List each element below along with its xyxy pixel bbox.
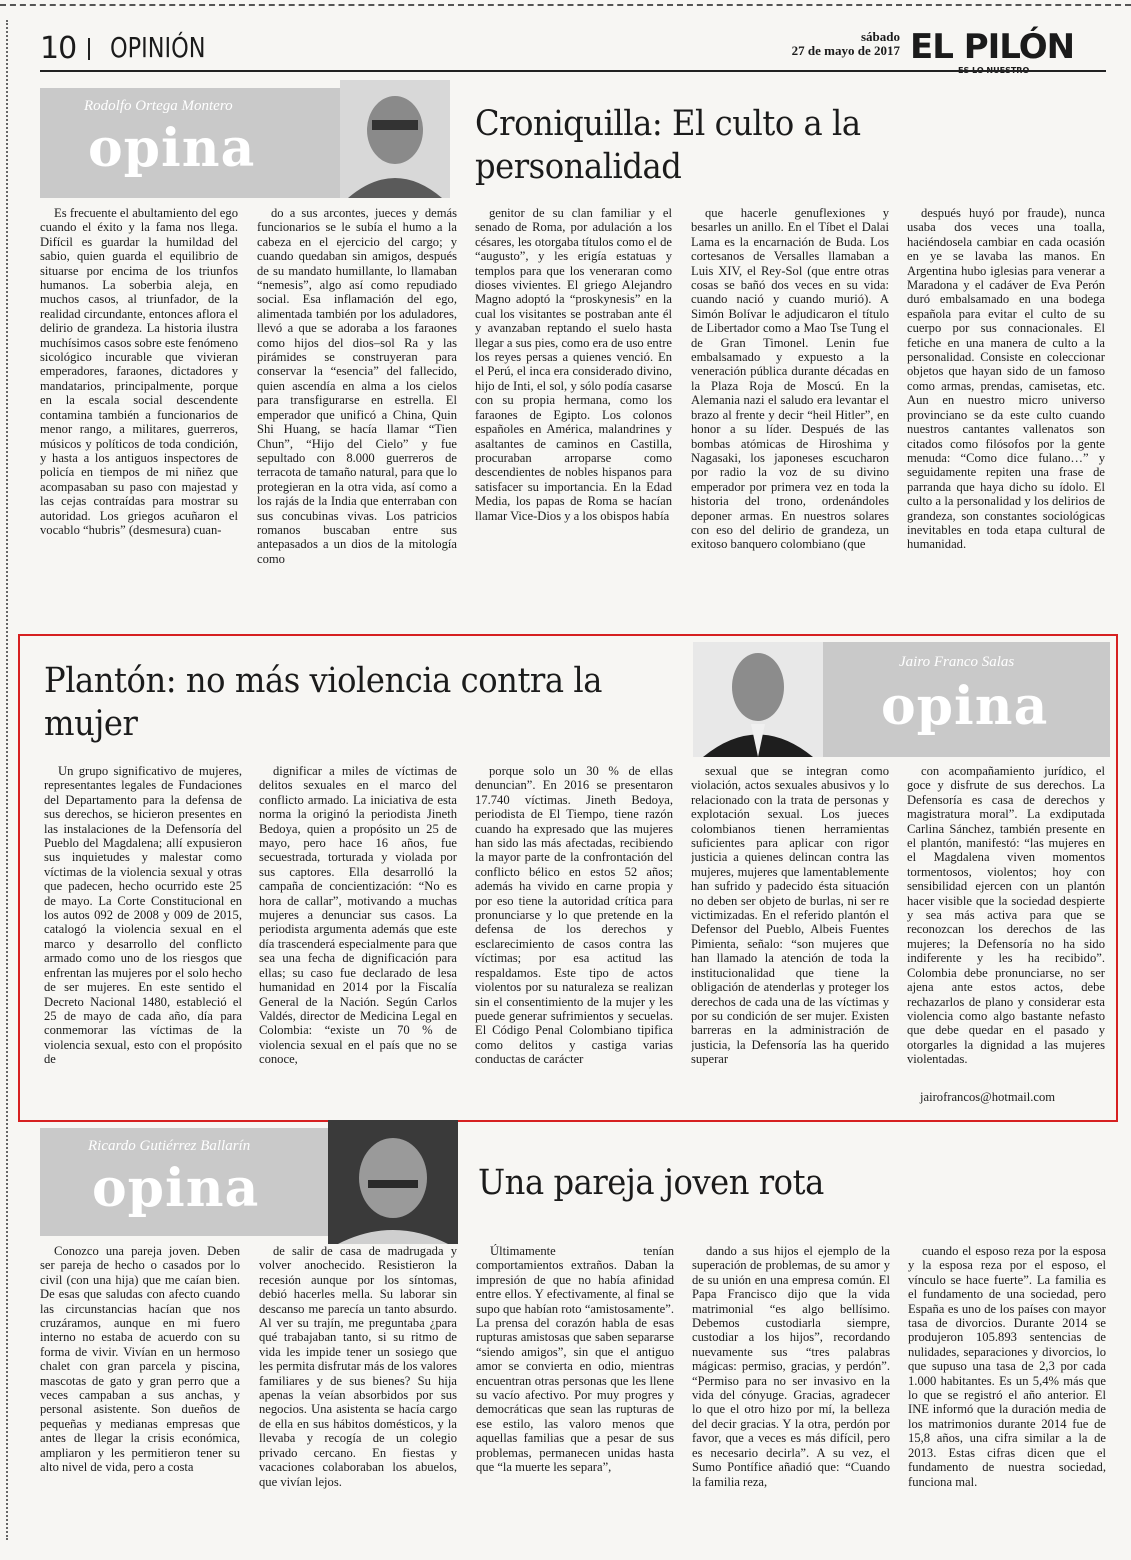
top-dashed-rule <box>0 4 1131 6</box>
article2-column-3 <box>475 764 673 1106</box>
article-title: Croniquilla: El culto a la personalidad <box>475 104 861 187</box>
author-photo-3 <box>328 1120 458 1244</box>
portrait-icon <box>693 642 823 757</box>
portrait-icon <box>328 1120 458 1244</box>
article3-column-4 <box>692 1244 890 1534</box>
paragraph: dando a sus hijos el ejemplo de la superación de problemas, de su amor y de su unión en una empresa común. El Papa Francisco dijo que la vida matrimonial “es algo bellísimo. Debemos custodiarla siempre, custodiar a los hijos”, recordando nuevamente sus “tres palabras mágicas: permiso, gracias, y perdón”. “Permiso para no ser invasivo en la vida del cónyuge. Gracias, agradecer lo que el otro hizo por mí, la belleza del decir gracias. Y la otra, perdón por favor, que a veces es más difícil, pero es necesario decirla”. A su vez, el Sumo Pontífice añadió que: “Cuando la familia reza, <box>692 1244 890 1489</box>
header-divider <box>88 38 90 60</box>
article3-column-3 <box>476 1244 674 1534</box>
paragraph: de salir de casa de madrugada y volver anochecido. Resistieron la recesión aunque por los síntomas, debió hacerles mella. Su laborar sin descanso me parecía un tanto absurdo. Al ver su trajín, me preguntaba ¿para qué trabajaban tanto, si su ritmo de vida les impide tener un sosiego que les permita disfrutar más de los valores familiares y de sus bienes? Su hija apenas la veían absorbidos por sus negocios. Una asistenta se hacía cargo de ella en sus hábitos domésticos, y la llevaba y recogía de un colegio privado cercano. En fiestas y vacaciones colaboraban los abuelos, que vivían lejos. <box>259 1244 457 1489</box>
section-title: OPINIÓN <box>110 31 206 64</box>
header-rule <box>40 70 1106 72</box>
paragraph: Últimamente tenían comportamientos extraños. Daban la impresión de que no había afinidad entre ellos. Y efectivamente, al final se supo que habían roto “amistosamente”. La prensa del corazón habla de esas rupturas amistosas que saben separarse “siendo amigos”, sin que el antiguo amor se convierta en odio, mientras encuentran otras personas que les llene su vacío afectivo. Por muy progres y democráticas que sean las rupturas de ese estilo, las valoro menos que aquellas familias que a pesar de sus problemas, permanecen unidas hasta que “la muerte les separa”, <box>476 1244 674 1475</box>
paragraph: Es frecuente el abultamiento del ego cuando el éxito y la fama nos llega. Difícil es guardar la humildad del sabio, quien guarda el equilibrio de situarse por encima de los triunfos humanos. La soberbia aleja, en muchos casos, al triunfador, de la realidad circundante, entonces aflora el delirio de grandeza. La historia ilustra muchísimos casos sobre este fenómeno sicológico incurable que vivieran emperadores, faraones, dictadores y mandatarios, principalmente, porque en la escala social descendente contamina también a funcionarios de menor rango, a militares, guerreros, músicos y políticos de toda condición, y hasta a los antiguos inspectores de policía en tiempos de mi niñez que acompasaban su paso con majestad y las cejas contraídas para mostrar su autoridad. Los griegos acuñaron el vocablo “hubris” (desmesura) cuan- <box>40 206 238 537</box>
article2-column-5 <box>907 764 1105 1086</box>
issue-date <box>780 30 900 58</box>
article3-column-5 <box>908 1244 1106 1534</box>
opina-label: opina <box>881 676 1049 737</box>
article1-column-5 <box>907 206 1105 626</box>
opina-banner-2 <box>823 642 1110 757</box>
newspaper-slogan: ES LO NUESTRO <box>958 66 1030 75</box>
paragraph: Conozco una pareja joven. Deben ser pareja de hecho o casados por lo civil (con una hija) que me caían bien. De esas que saludas con afecto cuando las circunstancias hacían que nos cruzáramos, aunque en mi fuero interno no estaba de acuerdo con su forma de vivir. Vivían en un hermoso chalet con gran parcela y piscina, mascotas de gato y gran perro que a veces campaban a sus anchas, y personal asistente. Son dueños de pequeñas y medianas empresas que antes de llegar la crisis económica, ampliaron y les permitieron tener su alto nivel de vida, pero a costa <box>40 1244 240 1475</box>
issue-full-date: 27 de mayo de 2017 <box>791 43 900 58</box>
opina-banner-3 <box>40 1128 330 1236</box>
author-name: Jairo Franco Salas <box>899 654 1015 670</box>
paragraph: cuando el esposo reza por la esposa y la esposa reza por el esposo, el vínculo se hace fuerte”. La familia es el fundamento de una sociedad, pero España es uno de los países con mayor tasa de divorcios. Durante 2014 se produjeron 105.893 sentencias de nulidades, separaciones y divorcios, lo que supuso una tasa de 2,3 por cada 1.000 habitantes. Es un 5,4% más que lo que se registró el año anterior. El INE informó que la duración media de los matrimonios durante 2014 fue de 15,8 años, una cifra similar a la de 2013. Estas cifras dicen que el fundamento de nuestra sociedad, funciona mal. <box>908 1244 1106 1489</box>
newspaper-logo: EL PILÓN <box>910 27 1075 67</box>
paragraph: sexual que se integran como violación, actos sexuales abusivos y lo relacionado con la trata de personas y explotación sexual. Los jueces colombianos tienen herramientas suficientes para aplicar con rigor justicia a quienes delincan contra las mujeres, mujeres que lamentablemente han sufrido y padecido ésta situación no deben ser objeto de burlas, ni ser re victimizadas. En el referido plantón el Defensor del Pueblo, Albeis Fuentes Pimienta, señalo: “son mujeres que han llamado la atención de toda la institucionalidad que tiene la obligación de atenderlas y proteger los derechos de cada una de las víctimas y por su condición de ser mujer. Existen barreras en la administración de justicia, la Defensoría las ha querido superar <box>691 764 889 1067</box>
author-email[interactable]: jairofrancos@hotmail.com <box>920 1090 1056 1104</box>
issue-day: sábado <box>860 29 900 44</box>
left-perforation <box>6 20 8 1540</box>
article2-column-2 <box>259 764 457 1106</box>
article1-column-4 <box>691 206 889 626</box>
page-number: 10 <box>40 31 77 66</box>
article1-column-1 <box>40 206 238 626</box>
paragraph: con acompañamiento jurídico, el goce y disfrute de sus derechos. La Defensoría es casa de derechos y magistratura moral”. La exdiputada Carlina Sánchez, también presente en el plantón, manifestó: “las mujeres en el Magdalena viven momentos tormentosos, violentos; hoy con sensibilidad ejercen con un plantón hacer visible que la sociedad despierte y sea más activa para que se reconozcan los derechos de las mujeres; la Defensoría no ha sido indiferente y les ha recibido”. Colombia debe pronunciarse, no ser ajena ante estos actos, debe rechazarlos de plano y considerar esta violencia como algo bastante nefasto que debe quedar en el pasado y otorgarles la dignidad a las mujeres violentadas. <box>907 764 1105 1067</box>
article2-column-1 <box>44 764 242 1106</box>
paragraph: después huyó por fraude), nunca usaba dos veces una toalla, haciéndosela cambiar en cada ocasión en ye se lavaba las manos. En Argentina hubo iglesias para venerar a Maradona y el cadáver de Eva Perón duró embalsamado en una bodega española para evitar el culto de su cuerpo por sus connacionales. El fetiche en una manera de culto a la personalidad. Consiste en coleccionar objetos que hayan sido de un famoso como armas, prendas, camisetas, etc. Aun en nuestro micro universo provinciano se da este culto cuando nuestros cantantes vallenatos son citados como filósofos por la gente menuda: “Como dice fulano…” y seguidamente repiten una frase de parranda que haya dicho su ídolo. El culto a la personalidad y los delirios de grandeza, son constantes sociológicas inevitables en toda etapa cultural de humanidad. <box>907 206 1105 552</box>
article1-column-3 <box>475 206 672 626</box>
paragraph: que hacerle genuflexiones y besarles un anillo. En el Tíbet el Dalai Lama es la encarnación de Buda. Los cortesanos de Versalles llamaban a Luis XIV, el Rey-Sol (que entre otras cosas se bañó dos veces en su vida: cuando nació y cuando murió). A Simón Bolívar le adjudicaron el título de Libertador como a Mao Tse Tung el de Gran Timonel. Lenin fue embalsamado y expuesto a la veneración pública durante décadas en la Plaza Roja de Moscú. En la Alemania nazi el saludo era levantar el brazo al frente y decir “heil Hitler”, en honor a su líder. Después de las bombas atómicas de Hiroshima y Nagasaki, los japoneses escucharon por radio la voz de su divino emperador por primera vez en toda la historia del trono, ordenándoles deponer armas. En nuestros solares con eso del delirio de grandeza, un exitoso banquero colombiano (que <box>691 206 889 552</box>
article-title: Una pareja joven rota <box>478 1163 824 1203</box>
article3-column-2 <box>259 1244 457 1534</box>
portrait-icon <box>340 80 450 198</box>
author-photo-1 <box>340 80 450 198</box>
paragraph: genitor de su clan familiar y el senado de Roma, por adulación a los césares, les otorgaba títulos como el de “augusto”, y les erigía estatuas y templos para que los veneraran como dioses vivientes. El griego Alejandro Magno adoptó la “proskynesis” en la cual los visitantes se postraban ante él y avanzaban reptando el suelo hasta llegar a sus pies, como era de uso entre los reyes persas a quienes venció. En el Perú, el inca era considerado divino, hijo de Inti, el sol, y sólo podía casarse con su propia hermana, como los faraones de Egipto. Los colonos españoles en América, malandrines y asaltantes de caminos en Castilla, procuraban arroparse como descendientes de nobles hispanos para satisfacer su importancia. En la Edad Media, los papas de Roma se hacían llamar Vice-Dios y a los obispos había <box>475 206 672 523</box>
opina-label: opina <box>88 118 256 179</box>
author-photo-2 <box>693 642 823 757</box>
paragraph: do a sus arcontes, jueces y demás funcionarios se le subía el humo a la cabeza en el ejercicio del cargo; y cuando quedaban sin amigos, después de su mandato humillante, lo llamaban “nemesis”, algo así como repudiado social. Esa inflamación del ego, alimentada también por los aduladores, llevó a que se adoraba a los faraones como hijos del dios–sol Ra y las pirámides se construyeran para conservar la “esencia” del fallecido, quien ascendía en alma a los cielos para transfigurarse en estrella. El emperador que unificó a China, Quin Shi Huang, se hacía llamar “Tien Chun”, “Hijo del Cielo” y fue sepultado con 8.000 guerreros de terracota de tamaño natural, para que lo protegieran en la otra vida, así como a los rajás de la India que enterraban con sus concubinas vivas. Los patricios romanos buscaban entre sus antepasados a un dios de la mitología como <box>257 206 457 566</box>
paragraph: Un grupo significativo de mujeres, representantes legales de Fundaciones del Departamento para la defensa de sus derechos, se hicieron presentes en las instalaciones de la Defensoría del Pueblo del Magdalena; allí expusieron sus inquietudes y malestar como víctimas de la violencia sexual y otras que padecen, hecho ocurrido este 25 de mayo. La Corte Constitucional en los autos 092 de 2008 y 009 de 2015, catalogó la violencia sexual en el marco y desarrollo del conflicto armado como uno de los riesgos que enfrentan las mujeres por el solo hecho de ser mujeres. En este sentido el Decreto Nacional 1480, estableció el 25 de mayo de cada año, día para conmemorar las víctimas de la violencia sexual, esto con el propósito de <box>44 764 242 1067</box>
article3-column-1 <box>40 1244 240 1534</box>
article-title: Plantón: no más violencia contra la mujer <box>44 661 602 744</box>
article2-column-4 <box>691 764 889 1106</box>
author-name: Rodolfo Ortega Montero <box>84 98 233 114</box>
paragraph: porque solo un 30 % de ellas denuncian”. En 2016 se presentaron 17.740 víctimas. Jineth Bedoya, periodista de El Tiempo, tiene razón cuando ha expresado que las mujeres han sido las más afectadas, recibiendo la mayor parte de la confrontación del conflicto bélico en estos 52 años; además ha vivido en carne propia y por eso tiene la autoridad crítica para pronunciarse y lo que pretende en la defensa de los derechos y esclarecimiento de casos contra las víctimas; por esa actitud las respaldamos. Este tipo de actos violentos por su naturaleza se realizan sin el consentimiento de la mujer y les puede generar sufrimientos y secuelas. El Código Penal Colombiano tipifica como delitos y castiga varias conductas de carácter <box>475 764 673 1067</box>
opina-banner-1 <box>40 88 340 198</box>
opina-label: opina <box>92 1158 260 1219</box>
paragraph: dignificar a miles de víctimas de delitos sexuales en el marco del conflicto armado. La iniciativa de esta norma la originó la periodista Jineth Bedoya, quien a propósito un 25 de mayo, pero hace 16 años, fue secuestrada, torturada y violada por sus captores. Ella desarrolló la campaña de concientización: “No es hora de callar”, motivando a muchas mujeres a denunciar sus casos. La periodista argumenta además que este día trascenderá especialmente para que sea una fecha de dignificación para ellas; su caso fue declarado de lesa humanidad en 2014 por la Fiscalía General de la Nación. Según Carlos Valdés, director de Medicina Legal en Colombia: “existe un 70 % de violencia sexual en el país que no se conoce, <box>259 764 457 1067</box>
author-name: Ricardo Gutiérrez Ballarín <box>88 1138 251 1154</box>
article1-column-2 <box>257 206 457 626</box>
